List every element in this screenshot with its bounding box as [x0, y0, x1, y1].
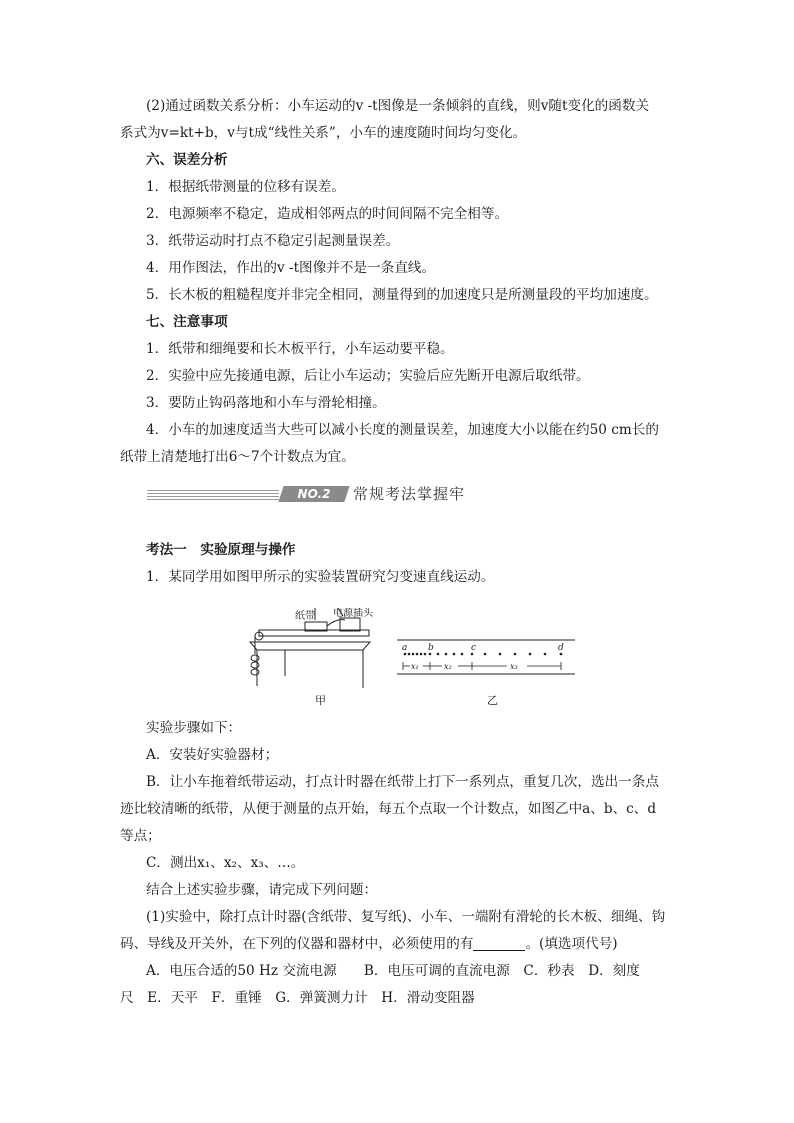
section-heading-error-analysis: 六、误差分析 [146, 152, 228, 168]
step-b-cont: 等点； [120, 828, 161, 844]
text-line: 3．要防止钩码落地和小车与滑轮相撞。 [146, 395, 386, 411]
banner-stripes [147, 488, 279, 500]
questions-intro: 结合上述实验步骤，请完成下列问题： [146, 882, 378, 898]
question-1-text: 码、导线及开关外，在下列的仪器和器材中，必须使用的有 [120, 936, 474, 952]
section-heading-notes: 七、注意事项 [146, 314, 228, 330]
text-line: 纸带上清楚地打出6～7个计数点为宜。 [120, 449, 355, 465]
banner-title: 常规考法掌握牢 [353, 485, 466, 503]
method-heading: 考法一 实验原理与操作 [146, 542, 296, 558]
text-line: (2)通过函数关系分析：小车运动的v -t图像是一条倾斜的直线，则v随t变化的函数关 [146, 98, 650, 114]
experiment-figure [245, 608, 575, 708]
segment-markers [403, 662, 561, 670]
text-line: 2．实验中应先接通电源，后让小车运动；实验后应先断开电源后取纸带。 [146, 368, 590, 384]
point-label-b: b [428, 643, 434, 653]
step-a: A．安装好实验器材； [146, 747, 279, 763]
question-intro: 1．某同学用如图甲所示的实验装置研究匀变速直线运动。 [146, 569, 495, 585]
paper-tape [397, 640, 575, 674]
question-1-cont [120, 934, 618, 954]
text-line: 4．小车的加速度适当大些可以减小长度的测量误差，加速度大小以能在约50 cm长的 [146, 422, 659, 438]
step-b: B．让小车拖着纸带运动，打点计时器在纸带上打下一系列点，重复几次，选出一条点 [146, 774, 659, 790]
tape-dots [404, 653, 563, 656]
segment-label-x2: x₂ [444, 662, 452, 671]
caption-yi: 乙 [487, 694, 498, 707]
answer-blank[interactable] [473, 936, 525, 951]
segment-label-x1: x₁ [411, 662, 419, 671]
apparatus-diagram [245, 608, 575, 708]
text-line: 2．电源频率不稳定，造成相邻两点的时间间隔不完全相等。 [146, 206, 509, 222]
options-line: 尺 E．天平 F．重锤 G．弹簧测力计 H．滑动变阻器 [120, 990, 475, 1006]
text-line: 1．纸带和细绳要和长木板平行，小车运动要平稳。 [146, 341, 454, 357]
point-label-c: c [471, 643, 477, 653]
banner-badge [278, 486, 349, 502]
caption-jia: 甲 [315, 694, 326, 707]
step-b-cont: 迹比较清晰的纸带，从便于测量的点开始，每五个点取一个计数点，如图乙中a、b、c、d [120, 801, 657, 817]
text-line: 4．用作图法，作出的v -t图像并不是一条直线。 [146, 260, 435, 276]
point-label-a: a [402, 643, 408, 653]
question-1-suffix: 。(填选项代号) [525, 936, 618, 952]
section-banner [147, 484, 667, 504]
label-paper-tape: 纸带 [295, 611, 315, 622]
steps-intro: 实验步骤如下： [146, 720, 242, 736]
label-power-plug: 电源插头 [333, 608, 373, 619]
point-label-d: d [558, 643, 564, 653]
text-line: 3．纸带运动时打点不稳定引起测量误差。 [146, 233, 400, 249]
text-line: 系式为v=kt+b，v与t成“线性关系”，小车的速度随时间均匀变化。 [120, 125, 527, 141]
segment-label-x3: x₃ [510, 662, 518, 671]
text-line: 5．长木板的粗糙程度并非完全相同，测量得到的加速度只是所测量段的平均加速度。 [146, 287, 658, 303]
options-line: A．电压合适的50 Hz 交流电源 B．电压可调的直流电源 C．秒表 D．刻度 [146, 963, 640, 979]
banner-badge-text: NO.2 [297, 487, 331, 501]
question-1: (1)实验中，除打点计时器(含纸带、复写纸)、小车、一端附有滑轮的长木板、细绳、钩 [146, 909, 666, 925]
text-line: 1．根据纸带测量的位移有误差。 [146, 179, 345, 195]
step-c: C．测出x₁、x₂、x₃、…。 [146, 855, 305, 871]
